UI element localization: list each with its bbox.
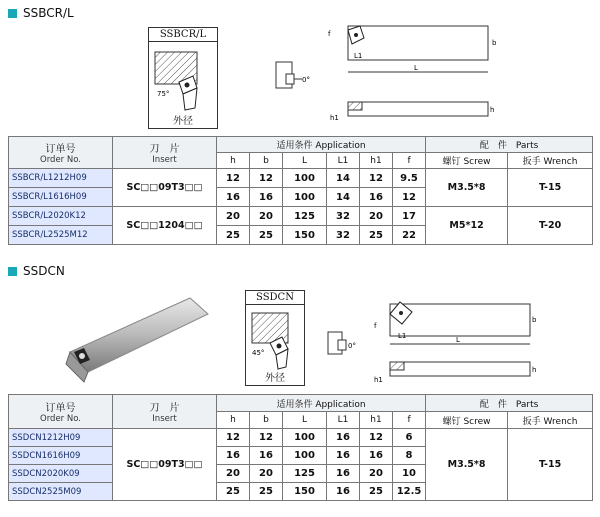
section2-spec-table bbox=[8, 394, 593, 501]
section2-insert-diagram bbox=[245, 290, 305, 386]
cell-order: SSDCN2020K09 bbox=[9, 465, 113, 483]
cell-footer: 外径 bbox=[173, 116, 193, 127]
parts-header: 配 件 Parts bbox=[426, 395, 593, 412]
cell-l: 100 bbox=[283, 169, 327, 188]
section1-insert-diagram bbox=[148, 27, 218, 129]
cell-1: T-20 bbox=[508, 207, 593, 245]
cell-l: 100 bbox=[283, 188, 327, 207]
cell-l1: 14 bbox=[327, 169, 360, 188]
cell-h1: 20 bbox=[360, 207, 393, 226]
section1-insert-sketch bbox=[149, 42, 217, 114]
cell-2: L bbox=[456, 336, 460, 344]
cell-0: T-15 bbox=[508, 169, 593, 207]
section2-end-view bbox=[322, 328, 362, 362]
cell-3: h bbox=[490, 106, 495, 114]
insert-header bbox=[113, 395, 217, 429]
cell-3: L1 bbox=[327, 153, 360, 169]
cell-2: L bbox=[283, 412, 327, 429]
cell-h: 12 bbox=[217, 429, 250, 447]
cell-l1: 32 bbox=[327, 207, 360, 226]
cell-insert_en: Insert bbox=[152, 414, 177, 424]
cell-h1: 12 bbox=[360, 169, 393, 188]
cell-f: 12 bbox=[393, 188, 426, 207]
cell-insert: SC□□09T3□□ bbox=[113, 429, 217, 501]
cell-l1: 32 bbox=[327, 226, 360, 245]
cell-caption: SSBCR/L bbox=[149, 28, 217, 42]
cell-6: 0° bbox=[348, 342, 356, 350]
cell-l: 125 bbox=[283, 465, 327, 483]
cell-caption: SSDCN bbox=[246, 291, 304, 305]
cell-h1: 16 bbox=[360, 188, 393, 207]
cell-b: 12 bbox=[250, 429, 283, 447]
cell-l: 100 bbox=[283, 447, 327, 465]
application-header: 适用条件 Application bbox=[217, 395, 426, 412]
cell-order_en: Order No. bbox=[40, 155, 81, 165]
cell-h1: 16 bbox=[360, 447, 393, 465]
cell-angle: 45° bbox=[252, 349, 265, 357]
cell-order_cn: 订单号 bbox=[45, 403, 76, 414]
cell-2: L bbox=[283, 153, 327, 169]
cell-screw: M3.5*8 bbox=[426, 429, 508, 501]
cell-5: f bbox=[393, 412, 426, 429]
cell-b: 12 bbox=[250, 169, 283, 188]
wrench-header: 扳手 Wrench bbox=[508, 412, 593, 429]
cell-order: SSBCR/L1616H09 bbox=[9, 188, 113, 207]
cell-f: 12.5 bbox=[393, 483, 426, 501]
section-marker-icon bbox=[8, 267, 17, 276]
screw-header: 螺钉 Screw bbox=[426, 153, 508, 169]
cell-0: SC□□09T3□□ bbox=[113, 169, 217, 207]
cell-h: 12 bbox=[217, 169, 250, 188]
cell-l: 125 bbox=[283, 207, 327, 226]
cell-h1: 20 bbox=[360, 465, 393, 483]
cell-order_en: Order No. bbox=[40, 414, 81, 424]
cell-h: 25 bbox=[217, 226, 250, 245]
cell-h1: 12 bbox=[360, 429, 393, 447]
cell-0: h bbox=[217, 153, 250, 169]
cell-6: 0° bbox=[302, 76, 310, 84]
cell-f: 22 bbox=[393, 226, 426, 245]
cell-title: SSBCR/L bbox=[23, 6, 74, 20]
cell-1: L1 bbox=[398, 332, 407, 340]
cell-4: h1 bbox=[374, 376, 383, 384]
cell-b: 25 bbox=[250, 226, 283, 245]
cell-0: h bbox=[217, 412, 250, 429]
cell-insert_cn: 刀 片 bbox=[149, 144, 180, 155]
cell-1: M5*12 bbox=[426, 207, 508, 245]
cell-3: L1 bbox=[327, 412, 360, 429]
table-row bbox=[9, 207, 593, 226]
cell-h: 20 bbox=[217, 465, 250, 483]
cell-l1: 16 bbox=[327, 429, 360, 447]
cell-2: L bbox=[414, 64, 418, 72]
cell-l: 150 bbox=[283, 483, 327, 501]
cell-h: 20 bbox=[217, 207, 250, 226]
cell-l1: 14 bbox=[327, 188, 360, 207]
cell-insert_en: Insert bbox=[152, 155, 177, 165]
cell-l1: 16 bbox=[327, 465, 360, 483]
cell-4: h1 bbox=[360, 412, 393, 429]
cell-order: SSBCR/L2020K12 bbox=[9, 207, 113, 226]
cell-1: L1 bbox=[354, 52, 363, 60]
cell-angle: 75° bbox=[157, 90, 170, 98]
cell-1: b bbox=[250, 412, 283, 429]
table-row bbox=[9, 169, 593, 188]
cell-h1: 25 bbox=[360, 483, 393, 501]
insert-header bbox=[113, 137, 217, 169]
section1-title bbox=[8, 6, 74, 20]
cell-4: h1 bbox=[360, 153, 393, 169]
cell-1: b bbox=[250, 153, 283, 169]
cell-b: 20 bbox=[250, 207, 283, 226]
section1-top-view bbox=[320, 8, 500, 128]
section2-tool-photo bbox=[60, 290, 220, 390]
cell-b: 20 bbox=[250, 465, 283, 483]
cell-l1: 16 bbox=[327, 447, 360, 465]
cell-order_cn: 订单号 bbox=[45, 144, 76, 155]
cell-0: M3.5*8 bbox=[426, 169, 508, 207]
table-row bbox=[9, 429, 593, 447]
cell-footer: 外径 bbox=[265, 373, 285, 384]
order-no-header bbox=[9, 395, 113, 429]
section1-spec-table bbox=[8, 136, 593, 245]
cell-h: 16 bbox=[217, 188, 250, 207]
cell-b: 25 bbox=[250, 483, 283, 501]
cell-l: 100 bbox=[283, 429, 327, 447]
cell-3: h bbox=[532, 366, 537, 374]
cell-order: SSDCN2525M09 bbox=[9, 483, 113, 501]
section1-end-view bbox=[268, 58, 318, 98]
parts-header: 配 件 Parts bbox=[426, 137, 593, 153]
cell-5: f bbox=[393, 153, 426, 169]
cell-h1: 25 bbox=[360, 226, 393, 245]
cell-1: SC□□1204□□ bbox=[113, 207, 217, 245]
application-header: 适用条件 Application bbox=[217, 137, 426, 153]
cell-f: 17 bbox=[393, 207, 426, 226]
section2-insert-sketch bbox=[246, 305, 304, 371]
cell-0: b bbox=[532, 316, 537, 324]
order-no-header bbox=[9, 137, 113, 169]
cell-l: 150 bbox=[283, 226, 327, 245]
cell-4: h1 bbox=[330, 114, 339, 122]
cell-5: f bbox=[374, 322, 377, 330]
cell-title: SSDCN bbox=[23, 264, 65, 278]
cell-f: 8 bbox=[393, 447, 426, 465]
cell-h: 16 bbox=[217, 447, 250, 465]
cell-order: SSBCR/L1212H09 bbox=[9, 169, 113, 188]
cell-b: 16 bbox=[250, 447, 283, 465]
cell-f: 9.5 bbox=[393, 169, 426, 188]
section2-top-view bbox=[368, 292, 540, 392]
cell-f: 10 bbox=[393, 465, 426, 483]
cell-insert_cn: 刀 片 bbox=[149, 403, 180, 414]
cell-h: 25 bbox=[217, 483, 250, 501]
cell-order: SSBCR/L2525M12 bbox=[9, 226, 113, 245]
cell-b: 16 bbox=[250, 188, 283, 207]
wrench-header: 扳手 Wrench bbox=[508, 153, 593, 169]
cell-l1: 16 bbox=[327, 483, 360, 501]
cell-5: f bbox=[328, 30, 331, 38]
screw-header: 螺钉 Screw bbox=[426, 412, 508, 429]
cell-f: 6 bbox=[393, 429, 426, 447]
cell-order: SSDCN1616H09 bbox=[9, 447, 113, 465]
section-marker-icon bbox=[8, 9, 17, 18]
section2-title bbox=[8, 264, 65, 278]
cell-0: b bbox=[492, 39, 497, 47]
cell-wrench: T-15 bbox=[508, 429, 593, 501]
cell-order: SSDCN1212H09 bbox=[9, 429, 113, 447]
